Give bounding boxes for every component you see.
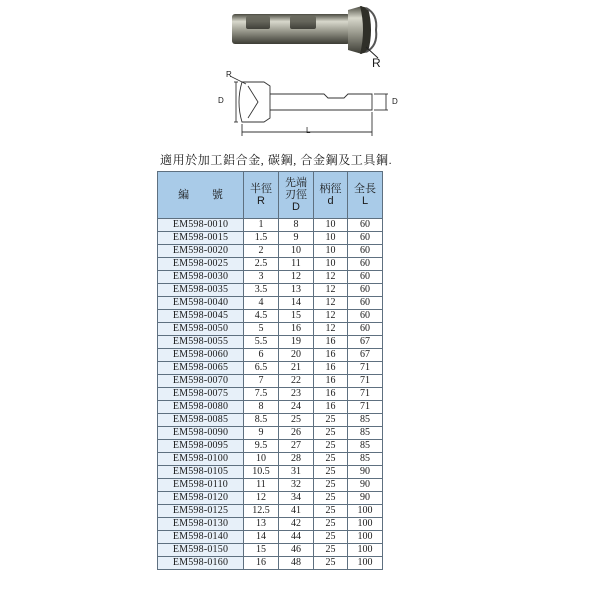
model-cell: EM598-0075 — [158, 388, 244, 401]
model-cell: EM598-0025 — [158, 258, 244, 271]
shank-diameter-cell: 10 — [314, 258, 348, 271]
table-row — [158, 362, 383, 375]
dimension-drawing — [212, 72, 412, 142]
table-row — [158, 310, 383, 323]
radius-cell: 8.5 — [244, 414, 279, 427]
cutter-diameter-cell: 21 — [279, 362, 314, 375]
header-row — [158, 172, 383, 219]
model-cell: EM598-0015 — [158, 232, 244, 245]
shank-diameter-cell: 25 — [314, 557, 348, 570]
length-cell: 85 — [348, 453, 383, 466]
shank-diameter-cell: 25 — [314, 492, 348, 505]
table-row — [158, 349, 383, 362]
shank-diameter-cell: 25 — [314, 518, 348, 531]
length-cell: 90 — [348, 492, 383, 505]
length-cell: 85 — [348, 427, 383, 440]
shank-diameter-cell: 16 — [314, 375, 348, 388]
drawing-radius-label: R — [226, 70, 232, 79]
shank-diameter-cell: 25 — [314, 479, 348, 492]
radius-cell: 11 — [244, 479, 279, 492]
model-cell: EM598-0010 — [158, 219, 244, 232]
cutter-diameter-cell: 28 — [279, 453, 314, 466]
model-cell: EM598-0020 — [158, 245, 244, 258]
model-cell: EM598-0085 — [158, 414, 244, 427]
radius-cell: 14 — [244, 531, 279, 544]
model-cell: EM598-0140 — [158, 531, 244, 544]
radius-cell: 15 — [244, 544, 279, 557]
shank-diameter-cell: 12 — [314, 297, 348, 310]
cutter-diameter-cell: 44 — [279, 531, 314, 544]
cutter-diameter-cell: 46 — [279, 544, 314, 557]
length-cell: 71 — [348, 375, 383, 388]
drawing-cutter-dia-label: D — [218, 96, 224, 105]
shank-diameter-cell: 25 — [314, 544, 348, 557]
drawing-shank-dia-label: D — [392, 97, 398, 106]
model-cell: EM598-0030 — [158, 271, 244, 284]
drawing-length-label: L — [306, 126, 311, 135]
table-row — [158, 388, 383, 401]
table-row — [158, 531, 383, 544]
model-cell: EM598-0095 — [158, 440, 244, 453]
table-row — [158, 401, 383, 414]
header-length: 全長 L — [348, 172, 383, 219]
table-row — [158, 544, 383, 557]
model-cell: EM598-0035 — [158, 284, 244, 297]
table-row — [158, 557, 383, 570]
model-cell: EM598-0105 — [158, 466, 244, 479]
length-cell: 60 — [348, 323, 383, 336]
radius-cell: 4.5 — [244, 310, 279, 323]
cutter-diameter-cell: 14 — [279, 297, 314, 310]
model-cell: EM598-0045 — [158, 310, 244, 323]
cutter-diameter-cell: 22 — [279, 375, 314, 388]
model-cell: EM598-0130 — [158, 518, 244, 531]
spec-table — [157, 171, 383, 570]
shank-diameter-cell: 16 — [314, 336, 348, 349]
cutter-diameter-cell: 8 — [279, 219, 314, 232]
spec-table-body — [158, 219, 383, 570]
shank-diameter-cell: 10 — [314, 245, 348, 258]
length-cell: 60 — [348, 232, 383, 245]
shank-diameter-cell: 12 — [314, 310, 348, 323]
length-cell: 60 — [348, 245, 383, 258]
length-cell: 67 — [348, 336, 383, 349]
table-row — [158, 297, 383, 310]
cutter-diameter-cell: 15 — [279, 310, 314, 323]
cutter-diameter-cell: 24 — [279, 401, 314, 414]
length-cell: 60 — [348, 258, 383, 271]
table-row — [158, 375, 383, 388]
cutter-diameter-cell: 10 — [279, 245, 314, 258]
length-cell: 71 — [348, 388, 383, 401]
radius-cell: 12.5 — [244, 505, 279, 518]
model-cell: EM598-0160 — [158, 557, 244, 570]
cutter-diameter-cell: 23 — [279, 388, 314, 401]
shank-diameter-cell: 16 — [314, 362, 348, 375]
length-cell: 90 — [348, 479, 383, 492]
length-cell: 100 — [348, 557, 383, 570]
radius-cell: 1.5 — [244, 232, 279, 245]
shank-diameter-cell: 25 — [314, 414, 348, 427]
table-row — [158, 284, 383, 297]
length-cell: 60 — [348, 219, 383, 232]
cutter-diameter-cell: 19 — [279, 336, 314, 349]
table-row — [158, 479, 383, 492]
radius-cell: 8 — [244, 401, 279, 414]
shank-diameter-cell: 25 — [314, 427, 348, 440]
cutter-diameter-cell: 13 — [279, 284, 314, 297]
table-row — [158, 336, 383, 349]
model-cell: EM598-0110 — [158, 479, 244, 492]
shank-diameter-cell: 25 — [314, 505, 348, 518]
table-row — [158, 323, 383, 336]
model-cell: EM598-0040 — [158, 297, 244, 310]
radius-cell: 13 — [244, 518, 279, 531]
model-cell: EM598-0090 — [158, 427, 244, 440]
length-cell: 100 — [348, 544, 383, 557]
length-cell: 60 — [348, 310, 383, 323]
length-cell: 100 — [348, 518, 383, 531]
table-row — [158, 232, 383, 245]
length-cell: 85 — [348, 414, 383, 427]
table-row — [158, 492, 383, 505]
header-shank-diameter: 柄徑 d — [314, 172, 348, 219]
model-cell: EM598-0120 — [158, 492, 244, 505]
model-cell: EM598-0150 — [158, 544, 244, 557]
table-row — [158, 466, 383, 479]
radius-cell: 12 — [244, 492, 279, 505]
cutter-diameter-cell: 26 — [279, 427, 314, 440]
radius-cell: 2 — [244, 245, 279, 258]
header-cutter-diameter: 先端 刃徑 D — [279, 172, 314, 219]
radius-cell: 10 — [244, 453, 279, 466]
table-row — [158, 505, 383, 518]
radius-cell: 9.5 — [244, 440, 279, 453]
table-row — [158, 245, 383, 258]
shank-diameter-cell: 10 — [314, 219, 348, 232]
radius-cell: 1 — [244, 219, 279, 232]
cutter-diameter-cell: 9 — [279, 232, 314, 245]
photo-radius-label: R — [372, 56, 381, 70]
model-cell: EM598-0055 — [158, 336, 244, 349]
radius-cell: 5 — [244, 323, 279, 336]
cutter-diameter-cell: 27 — [279, 440, 314, 453]
length-cell: 100 — [348, 505, 383, 518]
cutter-diameter-cell: 20 — [279, 349, 314, 362]
radius-cell: 10.5 — [244, 466, 279, 479]
shank-diameter-cell: 25 — [314, 466, 348, 479]
model-cell: EM598-0060 — [158, 349, 244, 362]
shank-diameter-cell: 12 — [314, 284, 348, 297]
radius-cell: 3.5 — [244, 284, 279, 297]
table-row — [158, 427, 383, 440]
cutter-diameter-cell: 12 — [279, 271, 314, 284]
model-cell: EM598-0070 — [158, 375, 244, 388]
shank-diameter-cell: 12 — [314, 323, 348, 336]
application-note: 適用於加工鋁合金, 碳鋼, 合金鋼及工具鋼. — [160, 153, 393, 167]
cutter-diameter-cell: 41 — [279, 505, 314, 518]
shank-diameter-cell: 10 — [314, 232, 348, 245]
header-model: 編 號 — [158, 172, 244, 219]
radius-cell: 4 — [244, 297, 279, 310]
table-row — [158, 440, 383, 453]
length-cell: 100 — [348, 531, 383, 544]
table-row — [158, 414, 383, 427]
shank-diameter-cell: 16 — [314, 388, 348, 401]
length-cell: 85 — [348, 440, 383, 453]
model-cell: EM598-0065 — [158, 362, 244, 375]
model-cell: EM598-0080 — [158, 401, 244, 414]
cutter-diameter-cell: 16 — [279, 323, 314, 336]
length-cell: 60 — [348, 297, 383, 310]
shank-diameter-cell: 25 — [314, 453, 348, 466]
length-cell: 60 — [348, 284, 383, 297]
radius-cell: 5.5 — [244, 336, 279, 349]
table-row — [158, 271, 383, 284]
header-radius: 半徑 R — [244, 172, 279, 219]
table-row — [158, 258, 383, 271]
model-cell: EM598-0100 — [158, 453, 244, 466]
cutter-diameter-cell: 31 — [279, 466, 314, 479]
table-row — [158, 453, 383, 466]
radius-cell: 2.5 — [244, 258, 279, 271]
shank-diameter-cell: 25 — [314, 531, 348, 544]
end-mill-photo — [228, 2, 398, 64]
cutter-diameter-cell: 25 — [279, 414, 314, 427]
shank-diameter-cell: 16 — [314, 349, 348, 362]
radius-cell: 7.5 — [244, 388, 279, 401]
table-row — [158, 518, 383, 531]
cutter-diameter-cell: 34 — [279, 492, 314, 505]
radius-cell: 7 — [244, 375, 279, 388]
cutter-diameter-cell: 32 — [279, 479, 314, 492]
length-cell: 71 — [348, 362, 383, 375]
radius-cell: 6.5 — [244, 362, 279, 375]
cutter-diameter-cell: 48 — [279, 557, 314, 570]
length-cell: 71 — [348, 401, 383, 414]
shank-diameter-cell: 12 — [314, 271, 348, 284]
length-cell: 60 — [348, 271, 383, 284]
length-cell: 67 — [348, 349, 383, 362]
length-cell: 90 — [348, 466, 383, 479]
shank-diameter-cell: 16 — [314, 401, 348, 414]
radius-cell: 6 — [244, 349, 279, 362]
shank-diameter-cell: 25 — [314, 440, 348, 453]
radius-cell: 9 — [244, 427, 279, 440]
table-row — [158, 219, 383, 232]
model-cell: EM598-0125 — [158, 505, 244, 518]
cutter-diameter-cell: 42 — [279, 518, 314, 531]
radius-cell: 16 — [244, 557, 279, 570]
cutter-diameter-cell: 11 — [279, 258, 314, 271]
radius-cell: 3 — [244, 271, 279, 284]
model-cell: EM598-0050 — [158, 323, 244, 336]
